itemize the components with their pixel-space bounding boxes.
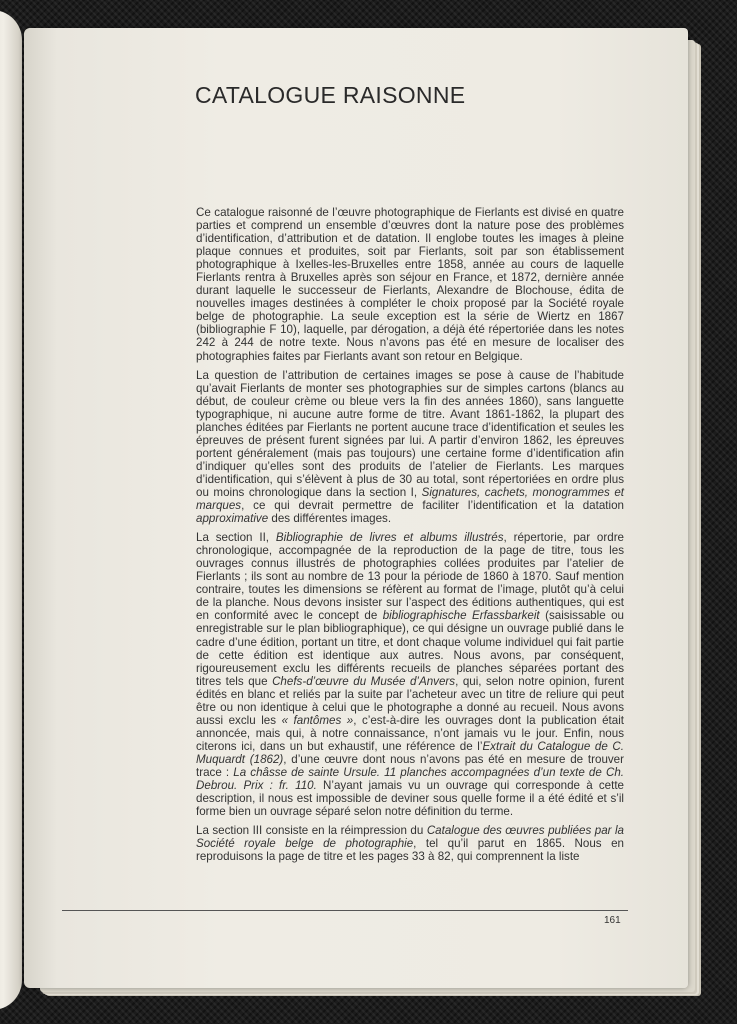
text-run: , qui, selon notre opinion, furent édités en blanc et reliés par la suite par l’acheteur avec un titre de reliure qui peut être ou non identique à celui que le photographe a donné au recueil. Nous avons aussi exclu les [196,674,624,727]
text-run: , répertorie, par ordre chronologique, accompagnée de la reproduction de la page de titre, tous les ouvrages connus illustrés de photographies collées produites par l’atelier de Fierlants ; ils sont au nombre de 13 pour la période de 1860 à 1870. Sauf mention contraire, toutes les dimensions se réfèrent au format de l’image, plutôt qu’à celui de la planche. Nous devons insister sur l’aspect des éditions authentiques, qui est en conformité avec le concept de [196,531,624,623]
text-run: (saisissable ou enregistrable sur le plan bibliographique), ce qui désigne un ouvrage publié dans le cadre d’une édition, portant un titre, et dont chaque volume individuel qui fait partie de cette édition est identique aux autres. Nous avons, par conséquent, rigoureusement exclu les différents recueils de planches séparées portant des titres tels que [196,609,625,688]
facing-page-edge [0,10,22,1010]
italic-run: Signatures, cachets, monogrammes et marques [196,485,624,513]
text-run: , d’une œuvre dont nous n’avons pas été en mesure de trouver trace : [196,752,624,779]
paragraph [196,369,624,526]
italic-run: Extrait du Catalogue de C. Muquardt (1862) [196,739,625,766]
italic-run: Catalogue des œuvres publiées par la Société royale belge de photographie [196,824,624,851]
italic-run: Chefs-d’œuvre du Musée d’Anvers [272,674,456,688]
text-run: , c’est-à-dire les ouvrages dont la publication était annoncée, mais qui, à notre connaissance, n’ont jamais vu le jour. Enfin, nous citerons ici, dans un but exhaustif, une référence de l’ [196,713,624,753]
footer-rule [62,910,628,911]
paragraph [196,824,624,863]
body-text [196,206,624,869]
paragraph [196,206,624,363]
text-run: La section III consiste en la réimpression du [196,824,427,838]
text-run: La section II, [196,531,276,545]
italic-run: bibliographische Erfassbarkeit [382,609,540,623]
page-number: 161 [604,915,621,926]
text-run: des différentes images. [268,512,392,526]
italic-run: La châsse de sainte Ursule. 11 planches accompagnées d’un texte de Ch. Debrou. Prix : fr. 110. [196,765,624,793]
text-run: , tel qu’il parut en 1865. Nous en reproduisons la page de titre et les pages 33 à 82, qui comprennent la liste [196,837,624,864]
text-run: La question de l’attribution de certaines images se pose à cause de l’habitude qu’avait Fierlants de monter ses photographies sur de simples cartons (blancs au début, de couleur crème ou bleue vers la fin des années 1860), sans languette typographique, ni aucune autre forme de titre. Avant 1861-1862, la plupart des planches éditées par Fierlants ne portent aucune trace d’identification et seules les épreuves de présent furent signées par lui. A partir d’environ 1862, les épreuves portent généralement (mais pas toujours) une certaine forme d’identification afin d’indiquer qu’elles sont des produits de l’atelier de Fierlants. Les marques d’identification, qui s’élèvent à plus de 30 au total, sont répertoriées en ordre plus ou moins chronologique dans la section I, [196,368,624,499]
text-run: Ce catalogue raisonné de l’œuvre photographique de Fierlants est divisé en quatre parties et comprend un ensemble d’œuvres dont la nature pose des problèmes d’identification, d’attribution et de datation. Il englobe toutes les images à pleine plaque connues et produites, soit par Fierlants, soit par son établissement photographique à Ixelles-les-Bruxelles entre 1858, année au cours de laquelle Fierlants rentra à Bruxelles après son séjour en France, et 1872, dernière année durant laquelle le successeur de Fierlants, Alexandre de Blochouse, édita de nouvelles images destinées à compléter le choix proposé par la Société royale belge de photographie. La seule exception est la série de Wiertz en 1867 (bibliographie F 10), laquelle, par dérogation, a déjà été répertoriée dans les notes 242 à 244 de notre texte. Nous n’avons pas été en mesure de localiser des photographies faites par Fierlants avant son retour en Belgique. [196,206,624,363]
text-run: N’ayant jamais vu un ouvrage qui corresponde à cette description, il nous est impossible de deviner sous quelle forme il a été édité et s’il forme bien un ouvrage séparé selon notre définition du terme. [196,779,624,819]
page-title: CATALOGUE RAISONNE [195,82,466,108]
paragraph [196,531,624,818]
italic-run: Bibliographie de livres et albums illustrés [275,531,504,545]
text-run: , ce qui devrait permettre de faciliter l’identification et la datation [241,499,624,513]
italic-run: « fantômes » [281,713,354,727]
italic-run: approximative [196,512,269,526]
